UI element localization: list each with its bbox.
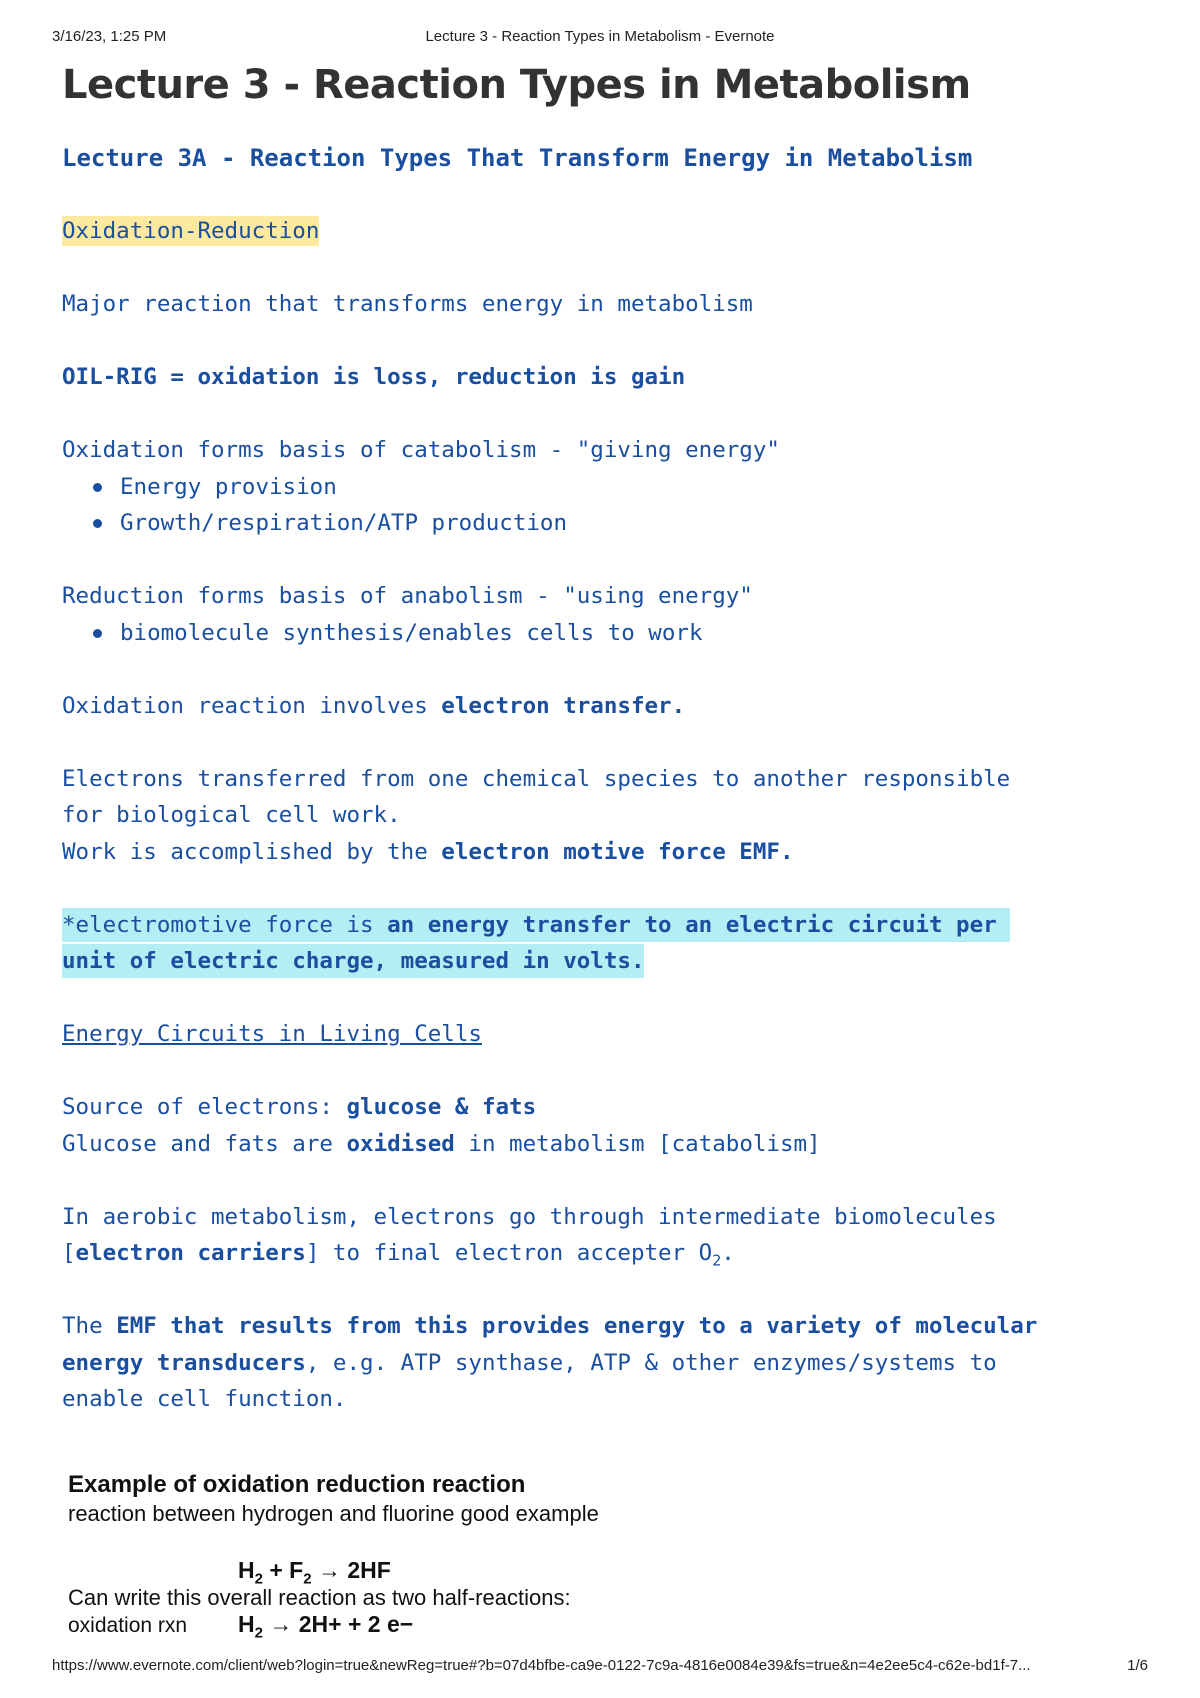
emf-result-line-1 bbox=[62, 1308, 1142, 1345]
text-segment: Source of electrons: bbox=[62, 1094, 347, 1120]
text-segment: . bbox=[721, 1240, 735, 1266]
oil-rig-line: OIL-RIG = oxidation is loss, reduction is gain bbox=[62, 364, 686, 390]
subscript: 2 bbox=[303, 1570, 312, 1588]
eq-part: → 2HF bbox=[311, 1557, 391, 1583]
print-header bbox=[52, 28, 1148, 50]
eq-part: H bbox=[238, 1557, 255, 1583]
electrons-line-2: for biological cell work. bbox=[62, 802, 401, 828]
text-segment: Glucose and fats are bbox=[62, 1130, 347, 1157]
eq-part: + F bbox=[262, 1557, 304, 1583]
emf-result-line-2 bbox=[62, 1345, 1142, 1382]
list-item: biomolecule synthesis/enables cells to work bbox=[120, 615, 1142, 652]
example-title: Example of oxidation reduction reaction bbox=[68, 1471, 526, 1498]
subheading-oxidation-reduction: Oxidation-Reduction bbox=[62, 218, 320, 244]
text-segment-bold: EMF that results from this provides energy to a variety of molecular bbox=[116, 1313, 1038, 1339]
emf-definition-line-2 bbox=[62, 943, 1142, 980]
half-reactions-line: Can write this overall reaction as two half-reactions: bbox=[68, 1585, 571, 1610]
text-segment-bold: unit of electric charge, measured in volts. bbox=[62, 948, 645, 974]
example-subtitle: reaction between hydrogen and fluorine good example bbox=[68, 1501, 599, 1526]
list-item: Growth/respiration/ATP production bbox=[120, 505, 1142, 542]
aerobic-line-2 bbox=[62, 1235, 1142, 1272]
oxidation-basis-line: Oxidation forms basis of catabolism - "giving energy" bbox=[62, 437, 780, 463]
reduction-bullet-list bbox=[62, 615, 1142, 652]
text-segment: [ bbox=[62, 1240, 76, 1266]
emf-definition-line-1 bbox=[62, 907, 1142, 944]
text-segment: Oxidation reaction involves bbox=[62, 692, 442, 719]
glucose-line bbox=[62, 1126, 1142, 1163]
note-body bbox=[62, 140, 1142, 1418]
text-segment-bold: electron motive force EMF. bbox=[441, 838, 794, 865]
print-url: https://www.evernote.com/client/web?login=true&newReg=true#?b=07d4bfbe-ca9e-0122-7c9a-4816e0084e39&fs=true&n=4e2ee5c4-c62e-bd1f-7... bbox=[52, 1657, 1031, 1674]
text-segment-bold: electron carriers bbox=[75, 1240, 306, 1266]
text-segment-bold: glucose & fats bbox=[346, 1094, 537, 1120]
electrons-line-1: Electrons transferred from one chemical species to another responsible bbox=[62, 765, 1011, 792]
text-segment: *electromotive force is bbox=[62, 911, 388, 938]
text-segment: Work is accomplished by the bbox=[62, 838, 442, 865]
text-segment-bold: energy transducers bbox=[62, 1349, 306, 1376]
text-segment: in metabolism [catabolism] bbox=[454, 1130, 821, 1157]
text-segment-bold: oxidised bbox=[346, 1130, 455, 1157]
text-segment: ] to final electron accepter O bbox=[305, 1240, 713, 1266]
oxidation-bullet-list bbox=[62, 469, 1142, 542]
section-heading: Lecture 3A - Reaction Types That Transform Energy in Metabolism bbox=[62, 144, 973, 172]
line-major-reaction: Major reaction that transforms energy in metabolism bbox=[62, 291, 753, 317]
text-segment-bold: electron transfer. bbox=[441, 692, 686, 719]
example-image bbox=[68, 1470, 1068, 1642]
text-segment-bold: an energy transfer to an electric circuit per bbox=[387, 911, 1011, 938]
text-segment: The bbox=[62, 1313, 117, 1339]
reduction-basis-line: Reduction forms basis of anabolism - "using energy" bbox=[62, 583, 753, 609]
note-title: Lecture 3 - Reaction Types in Metabolism bbox=[62, 62, 971, 108]
print-page-title: Lecture 3 - Reaction Types in Metabolism - Evernote bbox=[425, 28, 775, 45]
circuits-heading: Energy Circuits in Living Cells bbox=[62, 1021, 482, 1047]
aerobic-line-1: In aerobic metabolism, electrons go through intermediate biomolecules bbox=[62, 1203, 997, 1230]
subscript: 2 bbox=[254, 1624, 263, 1642]
work-line bbox=[62, 834, 1142, 871]
emf-result-line-3: enable cell function. bbox=[62, 1386, 347, 1412]
print-page-number: 1/6 bbox=[1127, 1657, 1148, 1674]
text-segment: , e.g. ATP synthase, ATP & other enzymes/systems to bbox=[305, 1349, 997, 1376]
print-date: 3/16/23, 1:25 PM bbox=[52, 28, 167, 45]
eq-part: → 2H+ + 2 e− bbox=[262, 1611, 414, 1637]
source-line bbox=[62, 1089, 1142, 1126]
subscript: 2 bbox=[254, 1570, 263, 1588]
list-item: Energy provision bbox=[120, 469, 1142, 506]
eq-part: H bbox=[238, 1611, 255, 1637]
ox-label: oxidation rxn bbox=[68, 1614, 188, 1637]
oxidation-involves-line bbox=[62, 688, 1142, 725]
oxidation-rxn-line bbox=[68, 1611, 1068, 1642]
subscript: 2 bbox=[712, 1251, 722, 1270]
overall-equation bbox=[238, 1556, 1068, 1588]
ox-equation bbox=[238, 1611, 414, 1642]
print-footer bbox=[52, 1657, 1148, 1679]
